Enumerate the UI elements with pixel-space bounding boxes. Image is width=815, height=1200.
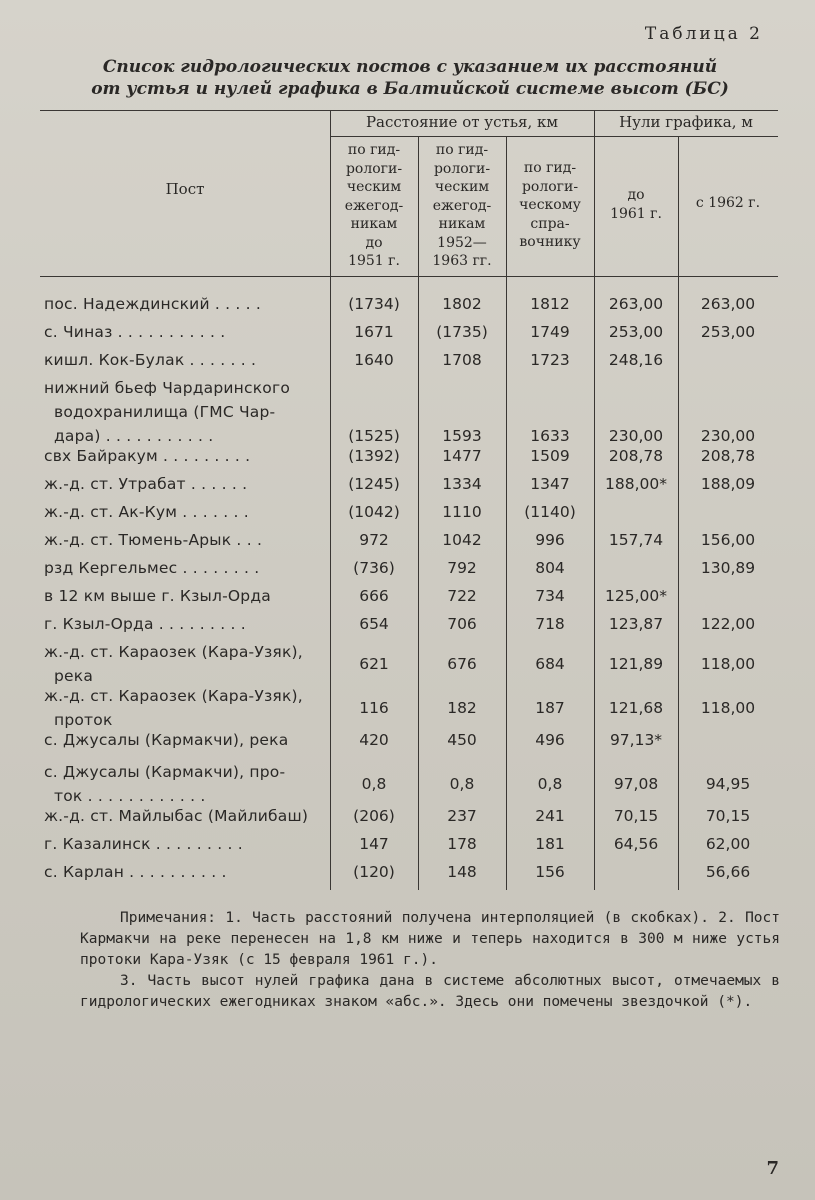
- value-cell-c3: 996: [535, 531, 565, 549]
- value-cell-c2: 1042: [442, 531, 482, 549]
- value-cell-c5: 118,00: [700, 699, 756, 717]
- value-cell-c4: 157,74: [608, 531, 664, 549]
- value-cell-c1: 0,8: [361, 775, 387, 793]
- header-top-rule: [40, 110, 778, 111]
- value-cell-c2: 1334: [442, 475, 482, 493]
- value-cell-c2: 182: [447, 699, 477, 717]
- value-cell-c3: 1749: [530, 323, 570, 341]
- value-cell-c4: 125,00*: [605, 587, 667, 605]
- post-name: ж.-д. ст. Ак-Кум . . . . . . .: [44, 503, 249, 521]
- header-post: Пост: [165, 180, 205, 198]
- table-title-line: Список гидрологических постов с указанием их расстояний: [102, 57, 718, 77]
- value-cell-c2: 450: [447, 731, 477, 749]
- header-group-rule: [330, 136, 778, 137]
- post-name: в 12 км выше г. Кзыл-Орда: [44, 587, 271, 605]
- value-cell-c3: (1140): [524, 503, 576, 521]
- post-name: с. Джусалы (Кармакчи), река: [44, 731, 289, 749]
- notes: [80, 908, 780, 1013]
- table-title: [40, 56, 780, 100]
- value-cell-c1: 116: [359, 699, 389, 717]
- value-cell-c4: 253,00: [608, 323, 664, 341]
- value-cell-c1: (1042): [348, 503, 400, 521]
- header-col-1: по гид- рологи- ческим ежегод- никам до 1951 г.: [344, 142, 404, 269]
- value-cell-c2: 676: [447, 655, 477, 673]
- value-cell-c5: 208,78: [700, 447, 756, 465]
- post-name: рзд Кергельмес . . . . . . . .: [44, 559, 260, 577]
- value-cell-c4: 121,68: [608, 699, 664, 717]
- post-name: ж.-д. ст. Утрабат . . . . . .: [44, 475, 248, 493]
- value-cell-c2: 792: [447, 559, 477, 577]
- value-cell-c4: 123,87: [608, 615, 664, 633]
- value-cell-c1: (736): [353, 559, 395, 577]
- value-cell-c3: 1347: [530, 475, 570, 493]
- value-cell-c2: 1593: [442, 427, 482, 445]
- value-cell-c5: 122,00: [700, 615, 756, 633]
- value-cell-c1: 420: [359, 731, 389, 749]
- value-cell-c3: 156: [535, 863, 565, 881]
- value-cell-c5: 62,00: [705, 835, 751, 853]
- value-cell-c1: 666: [359, 587, 389, 605]
- value-cell-c1: 621: [359, 655, 389, 673]
- value-cell-c1: 972: [359, 531, 389, 549]
- value-cell-c1: 147: [359, 835, 389, 853]
- table-title-line: от устья и нулей графика в Балтийской системе высот (БС): [91, 79, 729, 99]
- post-name: нижний бьеф Чардаринского водохранилища (ГМС Чар- дара) . . . . . . . . . . .: [44, 379, 291, 445]
- value-cell-c4: 188,00*: [605, 475, 667, 493]
- value-cell-c1: (120): [353, 863, 395, 881]
- value-cell-c1: (1245): [348, 475, 400, 493]
- value-cell-c5: 156,00: [700, 531, 756, 549]
- value-cell-c3: 1509: [530, 447, 570, 465]
- header-col-2: по гид- рологи- ческим ежегод- никам 1952— 1963 гг.: [432, 142, 492, 269]
- value-cell-c1: 654: [359, 615, 389, 633]
- value-cell-c3: 241: [535, 807, 565, 825]
- value-cell-c3: 804: [535, 559, 565, 577]
- table-label: Таблица 2: [644, 24, 763, 44]
- value-cell-c4: 70,15: [613, 807, 659, 825]
- value-cell-c1: 1671: [354, 323, 394, 341]
- post-name: г. Казалинск . . . . . . . . .: [44, 835, 243, 853]
- post-name: г. Кзыл-Орда . . . . . . . . .: [44, 615, 246, 633]
- value-cell-c1: (1525): [348, 427, 400, 445]
- value-cell-c5: 56,66: [705, 863, 751, 881]
- note-paragraph: 3. Часть высот нулей графика дана в системе абсолютных высот, отмечаемых в гидрологических ежегодниках знаком «абс.». Здесь они помечены звездочкой (*).: [80, 973, 780, 1010]
- header-distance-group: Расстояние от устья, км: [365, 113, 559, 131]
- value-cell-c3: 187: [535, 699, 565, 717]
- value-cell-c4: 121,89: [608, 655, 664, 673]
- post-name: пос. Надеждинский . . . . .: [44, 295, 261, 313]
- value-cell-c5: 230,00: [700, 427, 756, 445]
- page-number: 7: [766, 1158, 779, 1179]
- value-cell-c4: 97,08: [613, 775, 659, 793]
- value-cell-c5: 253,00: [700, 323, 756, 341]
- value-cell-c3: 718: [535, 615, 565, 633]
- header-bottom-rule: [40, 276, 778, 277]
- header-col-4: до 1961 г.: [610, 187, 662, 222]
- value-cell-c2: 237: [447, 807, 477, 825]
- post-name: ж.-д. ст. Майлыбас (Майлибаш): [44, 807, 309, 825]
- value-cell-c2: (1735): [436, 323, 488, 341]
- value-cell-c2: 1477: [442, 447, 482, 465]
- value-cell-c3: 496: [535, 731, 565, 749]
- value-cell-c5: 130,89: [700, 559, 756, 577]
- value-cell-c4: 208,78: [608, 447, 664, 465]
- value-cell-c3: 684: [535, 655, 565, 673]
- value-cell-c2: 1802: [442, 295, 482, 313]
- value-cell-c1: (206): [353, 807, 395, 825]
- value-cell-c3: 0,8: [537, 775, 563, 793]
- value-cell-c1: (1734): [348, 295, 400, 313]
- value-cell-c4: 97,13*: [609, 731, 663, 749]
- note-paragraph: Примечания: 1. Часть расстояний получена интерполяцией (в скобках). 2. Пост Кармакчи на реке перенесен на 1,8 км ниже и теперь находится в 300 м ниже устья протоки Кара-Узяк (с 15 февраля 1961 г.).: [80, 910, 780, 968]
- value-cell-c4: 263,00: [608, 295, 664, 313]
- header-col-5: с 1962 г.: [695, 195, 761, 211]
- value-cell-c3: 1812: [530, 295, 570, 313]
- value-cell-c3: 1723: [530, 351, 570, 369]
- value-cell-c3: 734: [535, 587, 565, 605]
- value-cell-c2: 1708: [442, 351, 482, 369]
- value-cell-c2: 148: [447, 863, 477, 881]
- value-cell-c1: (1392): [348, 447, 400, 465]
- value-cell-c1: 1640: [354, 351, 394, 369]
- post-name: с. Чиназ . . . . . . . . . . .: [44, 323, 226, 341]
- value-cell-c5: 118,00: [700, 655, 756, 673]
- value-cell-c2: 1110: [442, 503, 482, 521]
- value-cell-c5: 70,15: [705, 807, 751, 825]
- value-cell-c4: 230,00: [608, 427, 664, 445]
- post-name: свх Байракум . . . . . . . . .: [44, 447, 251, 465]
- value-cell-c2: 722: [447, 587, 477, 605]
- header-zeros-group: Нули графика, м: [619, 113, 753, 131]
- post-name: ж.-д. ст. Караозек (Кара-Узяк), проток: [44, 687, 303, 729]
- post-name: ж.-д. ст. Караозек (Кара-Узяк), река: [44, 643, 303, 685]
- value-cell-c2: 178: [447, 835, 477, 853]
- value-cell-c2: 0,8: [449, 775, 475, 793]
- post-name: с. Джусалы (Кармакчи), про- ток . . . . . . . . . . . .: [44, 763, 286, 805]
- post-name: с. Карлан . . . . . . . . . .: [44, 863, 227, 881]
- value-cell-c2: 706: [447, 615, 477, 633]
- value-cell-c5: 188,09: [700, 475, 756, 493]
- value-cell-c5: 263,00: [700, 295, 756, 313]
- value-cell-c5: 94,95: [705, 775, 751, 793]
- post-name: кишл. Кок-Булак . . . . . . .: [44, 351, 257, 369]
- value-cell-c4: 64,56: [613, 835, 659, 853]
- value-cell-c3: 1633: [530, 427, 570, 445]
- value-cell-c4: 248,16: [608, 351, 664, 369]
- value-cell-c3: 181: [535, 835, 565, 853]
- header-col-3: по гид- рологи- ческому спра- вочнику: [519, 160, 581, 250]
- post-name: ж.-д. ст. Тюмень-Арык . . .: [44, 531, 263, 549]
